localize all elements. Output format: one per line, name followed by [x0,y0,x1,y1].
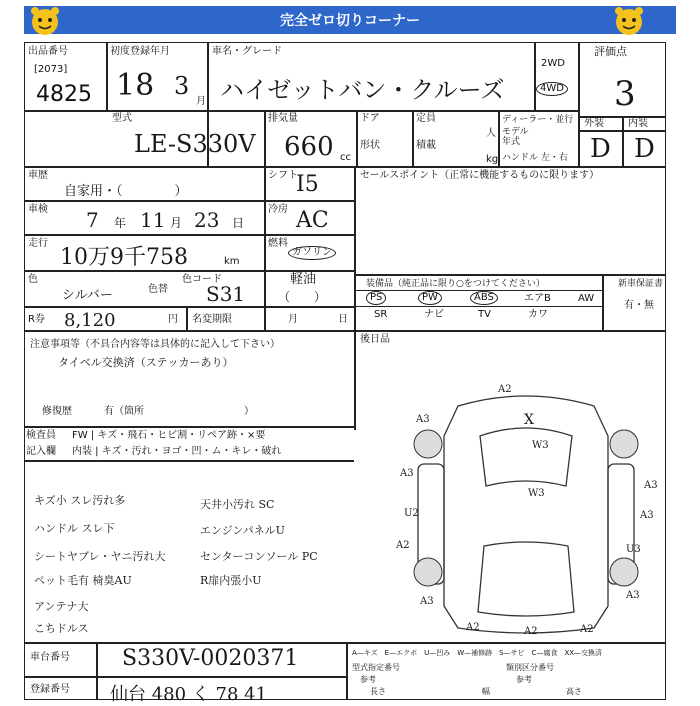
inspect-year: 7 [86,208,99,232]
dims-l1: 型式指定番号 [352,663,400,672]
legend-text: A—キズ E—エクボ U—凹み W—補修跡 S—サビ C—腐食 XX—交換済 [352,649,603,657]
lot-label: 出品番号 [28,46,68,57]
points-label: セールスポイント（正常に機能するものに限ります） [360,170,600,181]
inspect-label: 車検 [28,204,48,215]
color-tone: 色替 [148,284,168,295]
int-label: 内装 [628,118,648,129]
comment-right-3: センターコンソール PC [200,550,318,563]
repair-label: 修復歴 [42,406,72,417]
comment-left-6: こちドルス [34,622,89,635]
equip-sr: SR [374,309,388,320]
tax-month: 月 [288,314,298,325]
diag-mark-16: A2 [524,626,538,637]
inspect-day: 23 [194,208,220,232]
equip-navi: ナビ [424,309,444,320]
mascot-logo-right [612,4,646,38]
color-value: シルバー [62,288,113,303]
equip-ps: PS [366,291,386,305]
diag-mark-1: A2 [498,384,512,395]
diag-mark-9: A3 [640,510,654,521]
fuel-diesel: 軽油 [290,272,317,287]
dims-length: 長さ [370,687,386,696]
inspect-month: 11 [140,208,166,232]
diag-mark-13: A2 [466,622,480,633]
drive-4wd: 4WD [536,82,568,96]
notes-text: タイベル交換済（ステッカーあり） [58,356,234,369]
usage-label: 車歴 [28,170,48,181]
score-label: 評価点 [594,45,627,58]
disp-unit: cc [340,152,351,163]
rtax-unit: 円 [168,314,178,325]
model-value: LE-S330V [134,130,256,158]
entry-label: 記入欄 [26,446,56,457]
comment-right-2: エンジンパネルU [200,524,285,537]
inspect-month-unit: 月 [170,216,183,230]
equip-label: 装備品（純正品に限り○をつけてください） [366,279,545,289]
model-label: 型式 [112,113,132,124]
mileage-unit: km [224,256,240,267]
equip-abs: ABS [470,291,498,305]
diag-mark-4: W3 [532,440,549,451]
reg-month: 3 [174,72,190,100]
diag-mark-5: A3 [400,468,414,479]
shift-value: I5 [296,172,319,197]
reg-year: 18 [116,68,155,103]
diag-mark-7: U2 [404,508,419,519]
inspect-day-unit: 日 [232,216,245,230]
ext-label: 外装 [584,118,604,129]
comment-right-1: 天井小汚れ SC [200,498,275,511]
regno-label: 登録番号 [30,684,70,695]
drive-2wd: 2WD [541,58,565,69]
mileage-value: 10万9千758 [60,245,188,270]
dims-l2: 類別区分番号 [506,663,554,672]
dims-height: 高さ [566,687,582,696]
regno-value: 仙台 480 く 78 41 [110,684,268,705]
rear-label: 後日品 [360,334,390,345]
ac-label: 冷房 [268,204,288,215]
color-code-label: 色コード [182,274,222,285]
reg-month-unit: 月 [196,96,206,107]
diag-mark-3: X [524,412,534,428]
mascot-logo-left [28,4,62,38]
diag-mark-2: A3 [416,414,430,425]
disp-value: 660 [284,132,334,162]
color-code: S31 [206,282,246,306]
ext-grade: D [590,134,611,164]
rtax-label: R券 [28,314,45,325]
tax-day: 日 [338,314,348,325]
repair-value: 有（箇所 ） [104,406,254,417]
int-grade: D [634,134,655,164]
lot-sub: [2073] [34,64,68,75]
shift-label: シフト [268,170,298,181]
comment-left-1: キズ小 スレ汚れ多 [34,494,126,507]
warranty-label: 新車保証書 [618,279,664,289]
disp-label: 排気量 [268,113,298,124]
notes-label: 注意事項等（不具合内容等は具体的に記入して下さい） [30,339,280,350]
equip-tv: TV [478,309,491,320]
equip-leather: カワ [528,309,548,320]
comment-left-3: シートヤブレ・ヤニ汚れ大 [34,550,166,563]
comment-left-2: ハンドル スレ下 [34,522,115,535]
dealer-l4: ハンドル 左・右 [502,153,568,163]
equip-pw: PW [418,291,442,305]
equip-aw: AW [578,293,595,304]
dealer-l3: 年式 [502,137,521,147]
diag-mark-14: A3 [420,596,434,607]
vin-value: S330V-0020371 [122,646,299,671]
fuel-gasoline: ガソリン [288,246,336,260]
car-label: 車名・グレード [212,46,282,57]
cap-unit1: 人 [486,128,496,139]
dims-width: 幅 [482,687,490,696]
warranty-value: 有・無 [624,300,654,311]
dims-ref-2: 参考 [516,675,532,684]
diag-mark-15: A2 [580,624,594,635]
comment-left-5: アンテナ大 [34,600,89,613]
rtax-value: 8,120 [64,310,116,331]
car-name: ハイゼットバン・クルーズ [220,76,505,104]
reg-label: 初度登録年月 [110,46,170,57]
door-shape: 形状 [360,140,380,151]
diag-mark-10: A2 [396,540,410,551]
page-header [24,6,676,34]
lot-number: 4825 [36,82,92,107]
diag-mark-8: W3 [528,488,545,499]
entry-text: 内装 | キズ・汚れ・ヨゴ・凹・ム・キレ・破れ [72,446,282,457]
vin-label: 車台番号 [30,652,70,663]
comment-left-4: ペット毛有 椅臭AU [34,574,132,587]
inspector-text: FW | キズ・飛石・ヒビ割・リペア跡・×要 [72,430,266,441]
inspector-label: 検査員 [26,430,56,441]
diag-mark-12: A3 [626,590,640,601]
header-title: 完全ゼロ切りコーナー [280,13,420,29]
cap-label: 定員 [416,113,436,124]
comment-right-4: R扉内張小U [200,574,262,587]
dims-ref-1: 参考 [360,675,376,684]
tax-label: 名変期限 [192,314,232,325]
fuel-label: 燃料 [268,238,288,249]
usage-value: 自家用・（ ） [64,184,188,199]
cap-unit2: kg [486,154,499,165]
color-label: 色 [28,274,38,285]
dealer-l1: ディーラー・並行 [502,115,574,125]
fuel-other: （ ） [278,290,327,304]
cap-load: 積載 [416,140,436,151]
diag-mark-11: U3 [626,544,641,555]
diag-mark-6: A3 [644,480,658,491]
score-value: 3 [614,74,636,114]
mileage-label: 走行 [28,238,48,249]
inspect-year-unit: 年 [114,216,127,230]
ac-value: AC [296,208,329,233]
dealer-l2: モデル [502,127,529,137]
door-label: ドア [360,113,380,124]
equip-airbag: エアB [524,293,551,304]
